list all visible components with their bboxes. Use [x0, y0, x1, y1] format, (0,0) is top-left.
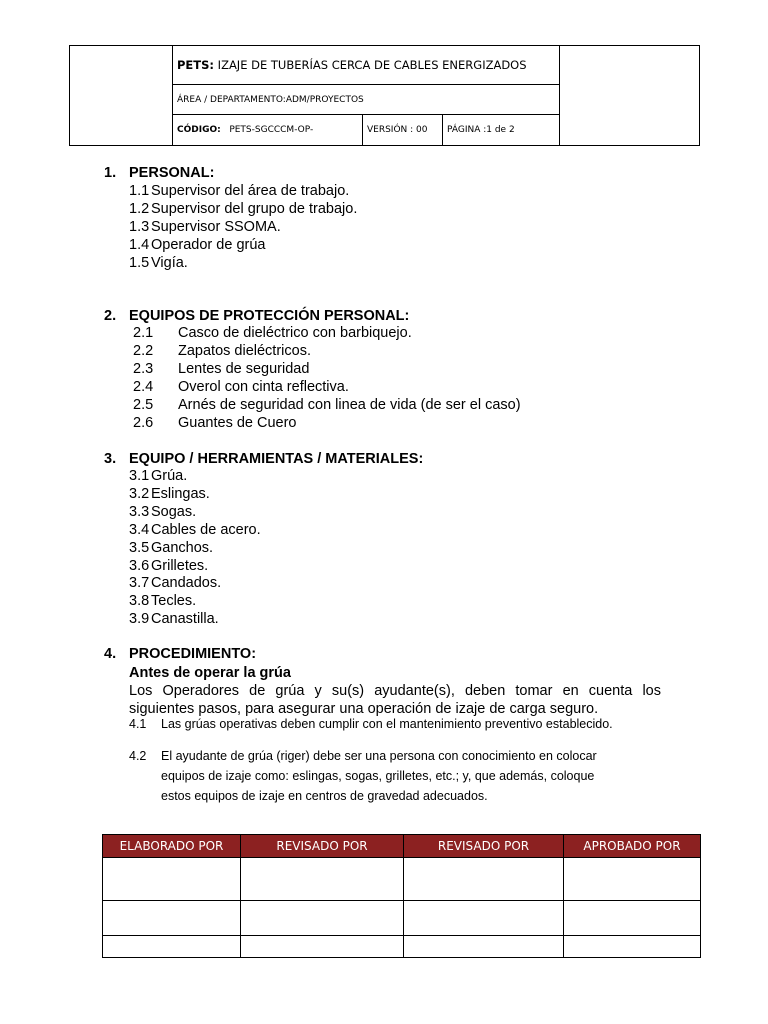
header-elaborado: ELABORADO POR	[103, 835, 241, 858]
signature-cell[interactable]	[564, 858, 701, 901]
list-item: 1.2 Supervisor del grupo de trabajo.	[129, 201, 358, 217]
list-item: 2.1 Casco de dieléctrico con barbiquejo.	[133, 325, 412, 341]
header-aprobado: APROBADO POR	[564, 835, 701, 858]
table-row	[103, 901, 701, 936]
list-item: 1.3 Supervisor SSOMA.	[129, 219, 281, 235]
name-cell[interactable]	[564, 901, 701, 936]
intro-paragraph: Los Operadores de grúa y su(s) ayudante(s), deben tomar en cuenta los siguientes pasos, para asegurar una operación de izaje de carga seguro.	[129, 683, 661, 717]
section-heading: 3. EQUIPO / HERRAMIENTAS / MATERIALES:	[104, 451, 424, 467]
list-item: 2.3 Lentes de seguridad	[133, 361, 310, 377]
list-item: 3.9 Canastilla.	[129, 611, 219, 627]
list-item: 2.5 Arnés de seguridad con linea de vida (de ser el caso)	[133, 397, 521, 413]
list-item: 3.5 Ganchos.	[129, 540, 214, 556]
list-item: 1.4 Operador de grúa	[129, 237, 266, 253]
list-item: 3.2 Eslingas.	[129, 486, 210, 502]
document-page: PÁGINA :1 de 2	[443, 115, 560, 146]
date-cell[interactable]	[103, 936, 241, 958]
document-title: PETS: IZAJE DE TUBERÍAS CERCA DE CABLES ENERGIZADOS	[173, 46, 560, 85]
list-item: 3.6 Grilletes.	[129, 558, 209, 574]
table-row	[103, 858, 701, 901]
header-right-blank	[560, 46, 700, 146]
document-version: VERSIÓN : 00	[363, 115, 443, 146]
date-cell[interactable]	[241, 936, 404, 958]
list-item: 3.7 Candados.	[129, 575, 222, 591]
name-cell[interactable]	[404, 901, 564, 936]
signature-table	[102, 834, 701, 958]
date-cell[interactable]	[564, 936, 701, 958]
list-item: 1.5 Vigía.	[129, 255, 188, 271]
name-cell[interactable]	[103, 901, 241, 936]
procedure-step: 4.2 El ayudante de grúa (riger) debe ser una persona con conocimiento en colocar equipos de izaje como: eslingas, sogas, grilletes, etc.; y, que además, coloque estos equipos de izaje en centros de gravedad adecuados.	[129, 749, 597, 803]
list-item: 3.3 Sogas.	[129, 504, 197, 520]
list-item: 2.4 Overol con cinta reflectiva.	[133, 379, 349, 395]
name-cell[interactable]	[241, 901, 404, 936]
document-code: CÓDIGO: PETS-SGCCCM-OP-	[173, 115, 363, 146]
signature-cell[interactable]	[103, 858, 241, 901]
logo-placeholder	[70, 46, 173, 146]
list-item: 2.6 Guantes de Cuero	[133, 415, 297, 431]
section-subheading: Antes de operar la grúa	[129, 665, 291, 681]
table-row	[103, 936, 701, 958]
signature-cell[interactable]	[404, 858, 564, 901]
section-heading: 2. EQUIPOS DE PROTECCIÓN PERSONAL:	[104, 308, 410, 324]
list-item: 2.2 Zapatos dieléctricos.	[133, 343, 311, 359]
header-revisado-2: REVISADO POR	[404, 835, 564, 858]
procedure-step: 4.1 Las grúas operativas deben cumplir con el mantenimiento preventivo establecido.	[129, 717, 613, 731]
list-item: 3.8 Tecles.	[129, 593, 197, 609]
area-department: ÁREA / DEPARTAMENTO:ADM/PROYECTOS	[173, 85, 560, 115]
section-heading: 4. PROCEDIMIENTO:	[104, 646, 257, 662]
list-item: 1.1 Supervisor del área de trabajo.	[129, 183, 350, 199]
signature-cell[interactable]	[241, 858, 404, 901]
date-cell[interactable]	[404, 936, 564, 958]
list-item: 3.1 Grúa.	[129, 468, 188, 484]
list-item: 3.4 Cables de acero.	[129, 522, 261, 538]
header-revisado-1: REVISADO POR	[241, 835, 404, 858]
section-heading: 1. PERSONAL:	[104, 165, 215, 181]
document-header	[69, 45, 700, 146]
